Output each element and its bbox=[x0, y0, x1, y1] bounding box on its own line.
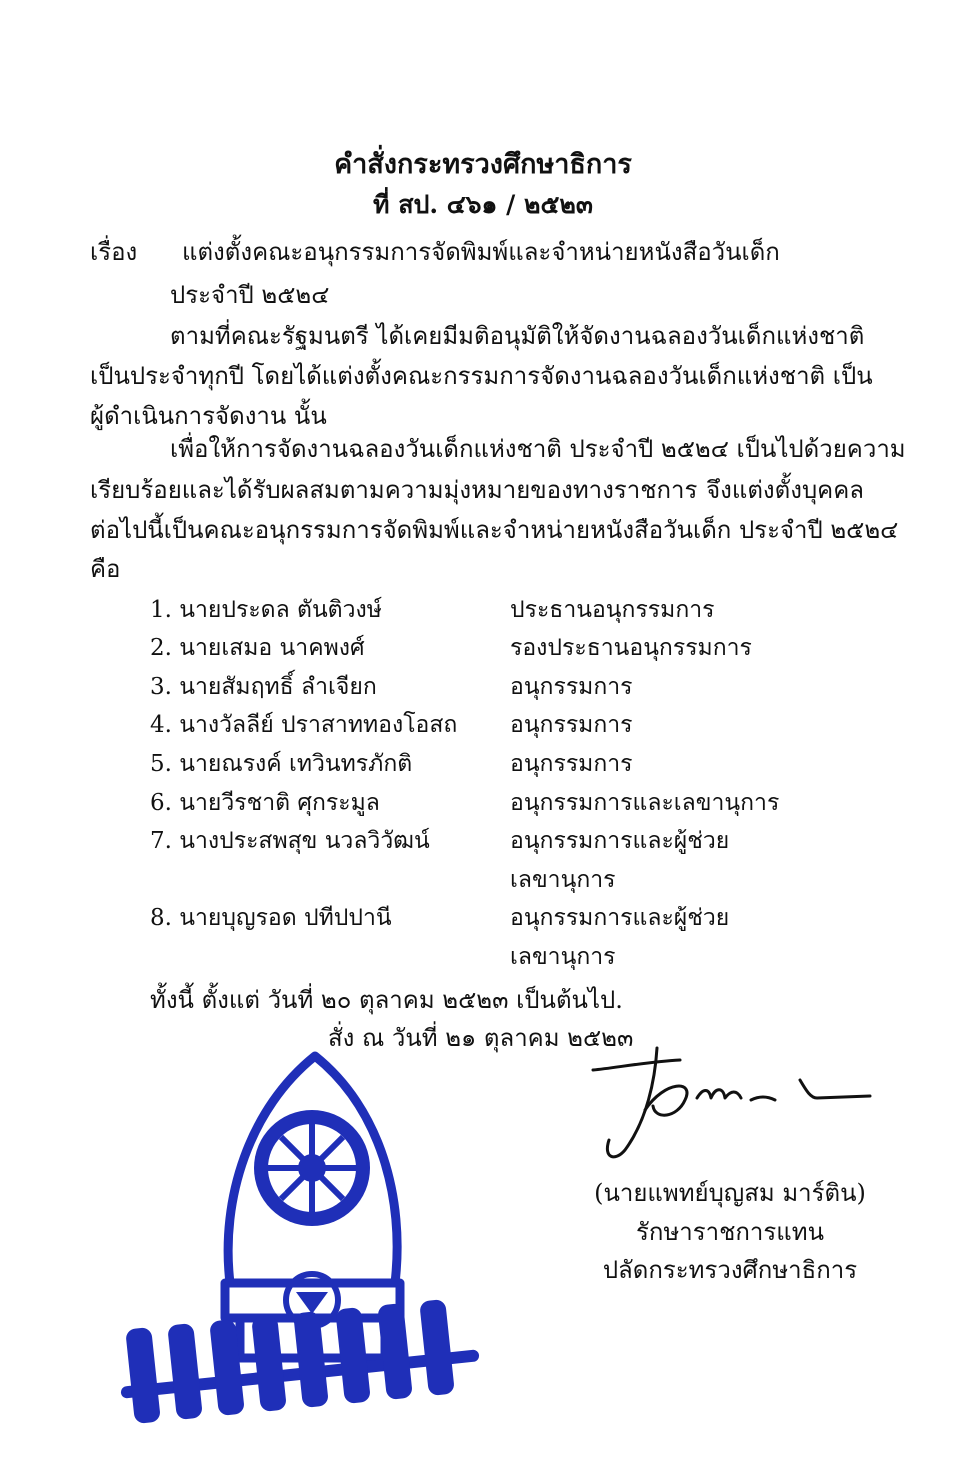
member-role: ประธานอนุกรรมการ bbox=[510, 597, 715, 623]
paragraph-2-line-4: คือ bbox=[90, 555, 121, 583]
signatory-name: (นายแพทย์บุญสม มาร์ติน) bbox=[594, 1179, 866, 1207]
signatory-position-1: รักษาราชการแทน bbox=[636, 1218, 824, 1246]
subject-line-2: ประจำปี ๒๕๒๔ bbox=[170, 281, 330, 309]
member-role: รองประธานอนุกรรมการ bbox=[510, 635, 752, 661]
paragraph-1-line-1: ตามที่คณะรัฐมนตรี ได้เคยมีมติอนุมัติให้จัดงานฉลองวันเด็กแห่งชาติ bbox=[170, 322, 865, 350]
paragraph-1-line-2: เป็นประจำทุกปี โดยได้แต่งตั้งคณะกรรมการจัดงานฉลองวันเด็กแห่งชาติ เป็น bbox=[90, 362, 873, 390]
member-name: 2. นายเสมอ นาคพงศ์ bbox=[150, 635, 365, 661]
dharma-wheel-icon bbox=[254, 1110, 370, 1226]
order-date-line: สั่ง ณ วันที่ ๒๑ ตุลาคม ๒๕๒๓ bbox=[328, 1024, 634, 1052]
effective-date-line: ทั้งนี้ ตั้งแต่ วันที่ ๒๐ ตุลาคม ๒๕๒๓ เป็นต้นไป. bbox=[150, 986, 623, 1014]
member-name: 4. นางวัลลีย์ ปราสาททองโอสถ bbox=[150, 712, 458, 738]
member-name: 3. นายสัมฤทธิ์ ลำเจียก bbox=[150, 674, 377, 700]
member-role-continued: เลขานุการ bbox=[510, 867, 616, 893]
library-stamp bbox=[100, 1028, 500, 1448]
paragraph-2-line-2: เรียบร้อยและได้รับผลสมตามความมุ่งหมายของทางราชการ จึงแต่งตั้งบุคคล bbox=[90, 476, 864, 504]
member-role: อนุกรรมการและผู้ช่วย bbox=[510, 828, 730, 854]
paragraph-2-line-3: ต่อไปนี้เป็นคณะอนุกรรมการจัดพิมพ์และจำหน่ายหนังสือวันเด็ก ประจำปี ๒๕๒๔ bbox=[90, 516, 899, 544]
signatory-position-2: ปลัดกระทรวงศึกษาธิการ bbox=[602, 1256, 858, 1284]
paragraph-1-line-3: ผู้ดำเนินการจัดงาน นั้น bbox=[90, 402, 327, 430]
member-role: อนุกรรมการและเลขานุการ bbox=[510, 790, 780, 816]
member-name: 5. นายณรงค์ เทวินทรภักติ bbox=[150, 751, 413, 777]
member-role: อนุกรรมการ bbox=[510, 751, 633, 777]
order-number: ที่ สป. ๔๖๑ / ๒๕๒๓ bbox=[373, 190, 593, 219]
paragraph-2-line-1: เพื่อให้การจัดงานฉลองวันเด็กแห่งชาติ ประจำปี ๒๕๒๔ เป็นไปด้วยความ bbox=[170, 435, 906, 463]
member-role: อนุกรรมการ bbox=[510, 712, 633, 738]
subject-label: เรื่อง bbox=[90, 238, 138, 266]
member-name: 7. นางประสพสุข นวลวิวัฒน์ bbox=[150, 828, 430, 854]
subject-line-1: แต่งตั้งคณะอนุกรรมการจัดพิมพ์และจำหน่ายหนังสือวันเด็ก bbox=[182, 238, 780, 266]
member-name: 1. นายประดล ตันติวงษ์ bbox=[150, 597, 382, 623]
member-role: อนุกรรมการและผู้ช่วย bbox=[510, 905, 730, 931]
handwritten-signature bbox=[585, 1040, 875, 1170]
member-name: 6. นายวีรชาติ ศุกระมูล bbox=[150, 790, 380, 816]
order-title: คำสั่งกระทรวงศึกษาธิการ bbox=[334, 149, 632, 180]
member-role-continued: เลขานุการ bbox=[510, 944, 616, 970]
member-role: อนุกรรมการ bbox=[510, 674, 633, 700]
member-name: 8. นายบุญรอด ปทีปปานี bbox=[150, 905, 392, 931]
